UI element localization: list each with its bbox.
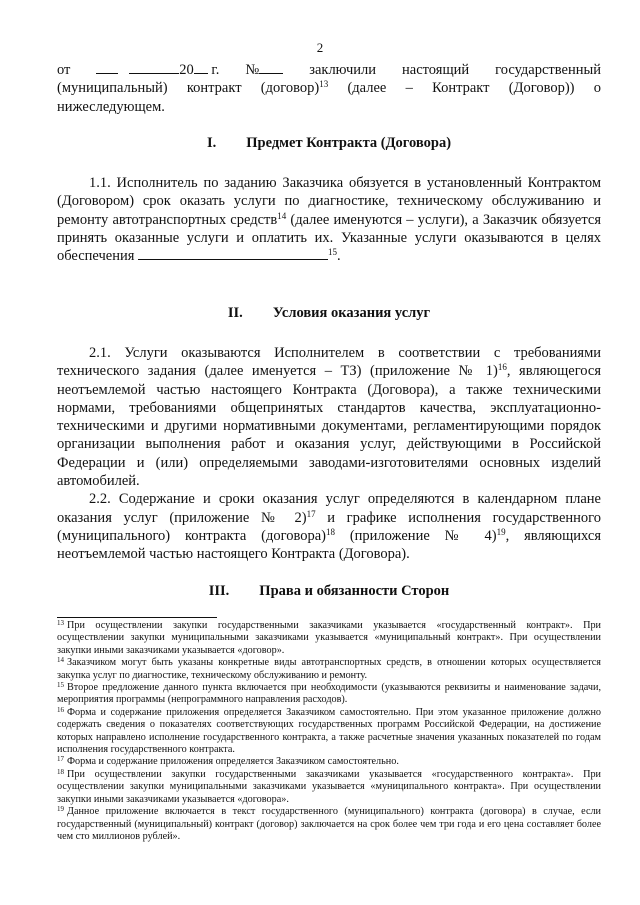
clause-2-2-text-d: , являющихся неотъемлемой частью настоящего Контракта (Договора). bbox=[57, 527, 601, 563]
footnote-text: Форма и содержание приложения определяется Заказчиком самостоятельно. При этом указанное приложение должно содержать сведения о показателях соответствующих государственных программ Российской Федерации, на достижение которых направлено исполнение государственного контракта, а также расчетные значения указанных показателей по годам исполнения государственного контракта. bbox=[57, 706, 601, 756]
section-1-number: I. bbox=[206, 134, 217, 151]
footnote-18 bbox=[57, 769, 601, 806]
footnote-number: 16 bbox=[57, 705, 64, 714]
number-sign: № bbox=[245, 62, 260, 78]
intro-line-2: (муниципальный) контракт (договор) bbox=[57, 80, 320, 97]
section-3-number: III. bbox=[208, 582, 230, 599]
footnote-number: 18 bbox=[57, 767, 64, 776]
year-blank bbox=[194, 61, 208, 74]
section-3-heading bbox=[57, 582, 601, 600]
footnote-text: При осуществлении закупки государственными заказчиками указывается «государственного контракта». При осуществлении закупки муниципальными заказчиками указывается «муниципального контракта». При осуществлении закупки иными заказчиками указывается «договора». bbox=[57, 768, 601, 805]
footnote-text: Форма и содержание приложения определяется Заказчиком самостоятельно. bbox=[67, 756, 399, 768]
year-prefix: 20 bbox=[179, 62, 194, 78]
clause-2-2-text-b: и графике исполнения государственного (муниципального) контракта (договора) bbox=[57, 509, 601, 544]
footnote-separator bbox=[57, 617, 217, 618]
footnote-ref-15: 15 bbox=[328, 247, 338, 258]
footnote-text: Данное приложение включается в текст государственного (муниципального) контракта (договора) в случае, если государственный (муниципальный) контракт (договор) заключается на срок более чем три года и его цена составляет более чем сто миллионов рублей». bbox=[57, 806, 601, 842]
footnote-17 bbox=[57, 756, 601, 768]
clause-2-2 bbox=[57, 490, 601, 563]
footnote-19 bbox=[57, 806, 601, 843]
footnote-ref-16: 16 bbox=[497, 362, 507, 373]
clause-2-2-text-a: 2.2. Содержание и сроки оказания услуг определяются в календарном плане оказания услуг (приложение № 2) bbox=[57, 491, 601, 526]
clause-2-1-text-a: 2.1. Услуги оказываются Исполнителем в соответствии с требованиями технического задания (далее именуется – ТЗ) (приложение № 1) bbox=[57, 344, 601, 380]
section-2-heading bbox=[57, 304, 601, 322]
clause-1-1-end: . bbox=[337, 248, 341, 265]
footnote-number: 14 bbox=[57, 656, 64, 665]
footnotes bbox=[57, 620, 601, 843]
intro-ot: от bbox=[57, 62, 71, 78]
footnote-number: 15 bbox=[57, 681, 64, 690]
number-blank bbox=[259, 61, 283, 74]
clause-2-2-text-c: (приложение № 4) bbox=[334, 527, 497, 544]
footnote-15 bbox=[57, 682, 601, 707]
section-1-title: Предмет Контракта (Договора) bbox=[246, 134, 452, 151]
intro-line-1 bbox=[57, 61, 601, 79]
page-number: 2 bbox=[316, 40, 324, 55]
footnote-ref-19: 19 bbox=[496, 526, 506, 537]
footnote-number: 19 bbox=[57, 805, 64, 814]
section-2-title: Условия оказания услуг bbox=[272, 304, 431, 321]
clause-1-1-text-b: (далее именуются – услуги), а Заказчик обязуется принять оказанные услуги и оплатить их. Указанные услуги оказываются в целях обеспечения bbox=[57, 211, 601, 265]
month-blank bbox=[129, 61, 179, 74]
clause-2-1 bbox=[57, 344, 601, 490]
footnote-text: Второе предложение данного пункта включается при необходимости (указываются реквизиты и наименование задачи, мероприятия программы (непрограммного направления расходов). bbox=[57, 682, 601, 706]
footnote-13 bbox=[57, 620, 601, 657]
number-field bbox=[245, 61, 283, 79]
footnote-text: Заказчиком могут быть указаны конкретные виды автотранспортных средств, в отношении которых осуществляется закупка услуг по диагностике, техническому обслуживанию и ремонту. bbox=[57, 657, 601, 681]
intro-line-2b: (далее – Контракт (Договор)) о bbox=[328, 80, 601, 97]
section-3-title: Права и обязанности Сторон bbox=[259, 582, 450, 599]
intro-paragraph bbox=[57, 79, 601, 116]
footnote-ref-14: 14 bbox=[277, 210, 287, 221]
purpose-blank bbox=[138, 247, 328, 260]
clause-2-1-text-b: , являющегося неотъемлемой частью настоящего Контракта (Договора), а также техническими нормами, требованиями общепринятых стандартов качества, эксплуатационно-техническими и другими нормативными документами, регламентирующими порядок организации выполнения работ и оказания услуг, действующими в Российской Федерации и (или) определяемыми заводами-изготовителями основных изделий автомобилей. bbox=[57, 363, 601, 490]
intro-nast: настоящий bbox=[402, 62, 470, 78]
clause-1-1-text-a: 1.1. Исполнитель по заданию Заказчика обязуется в установленный Контрактом (Договором) срок оказать услуги по диагностике, техническому обслуживанию и ремонту автотранспортных средств bbox=[57, 175, 601, 228]
clause-1-1 bbox=[57, 174, 601, 265]
footnote-ref-18: 18 bbox=[325, 526, 335, 537]
section-2-number: II. bbox=[227, 304, 243, 321]
day-blank bbox=[96, 61, 118, 74]
footnote-14 bbox=[57, 657, 601, 682]
footnote-text: При осуществлении закупки государственными заказчиками указывается «государственный контракт». При осуществлении закупки муниципальными заказчиками указывается «муниципальный контракт». При осуществлении закупки иными заказчиками указывается «договор». bbox=[57, 620, 601, 656]
intro-line-3: нижеследующем. bbox=[57, 98, 165, 115]
section-1-heading bbox=[57, 134, 601, 152]
footnote-number: 17 bbox=[57, 755, 64, 764]
footnote-ref-17: 17 bbox=[306, 508, 316, 519]
intro-zakl: заключили bbox=[309, 62, 377, 78]
date-field bbox=[96, 61, 219, 79]
intro-gos: государственный bbox=[495, 62, 601, 78]
footnote-ref-13: 13 bbox=[319, 79, 329, 90]
footnote-number: 13 bbox=[57, 619, 64, 627]
footnote-16 bbox=[57, 707, 601, 757]
document-body bbox=[57, 61, 601, 600]
year-suffix: г. bbox=[211, 62, 220, 78]
